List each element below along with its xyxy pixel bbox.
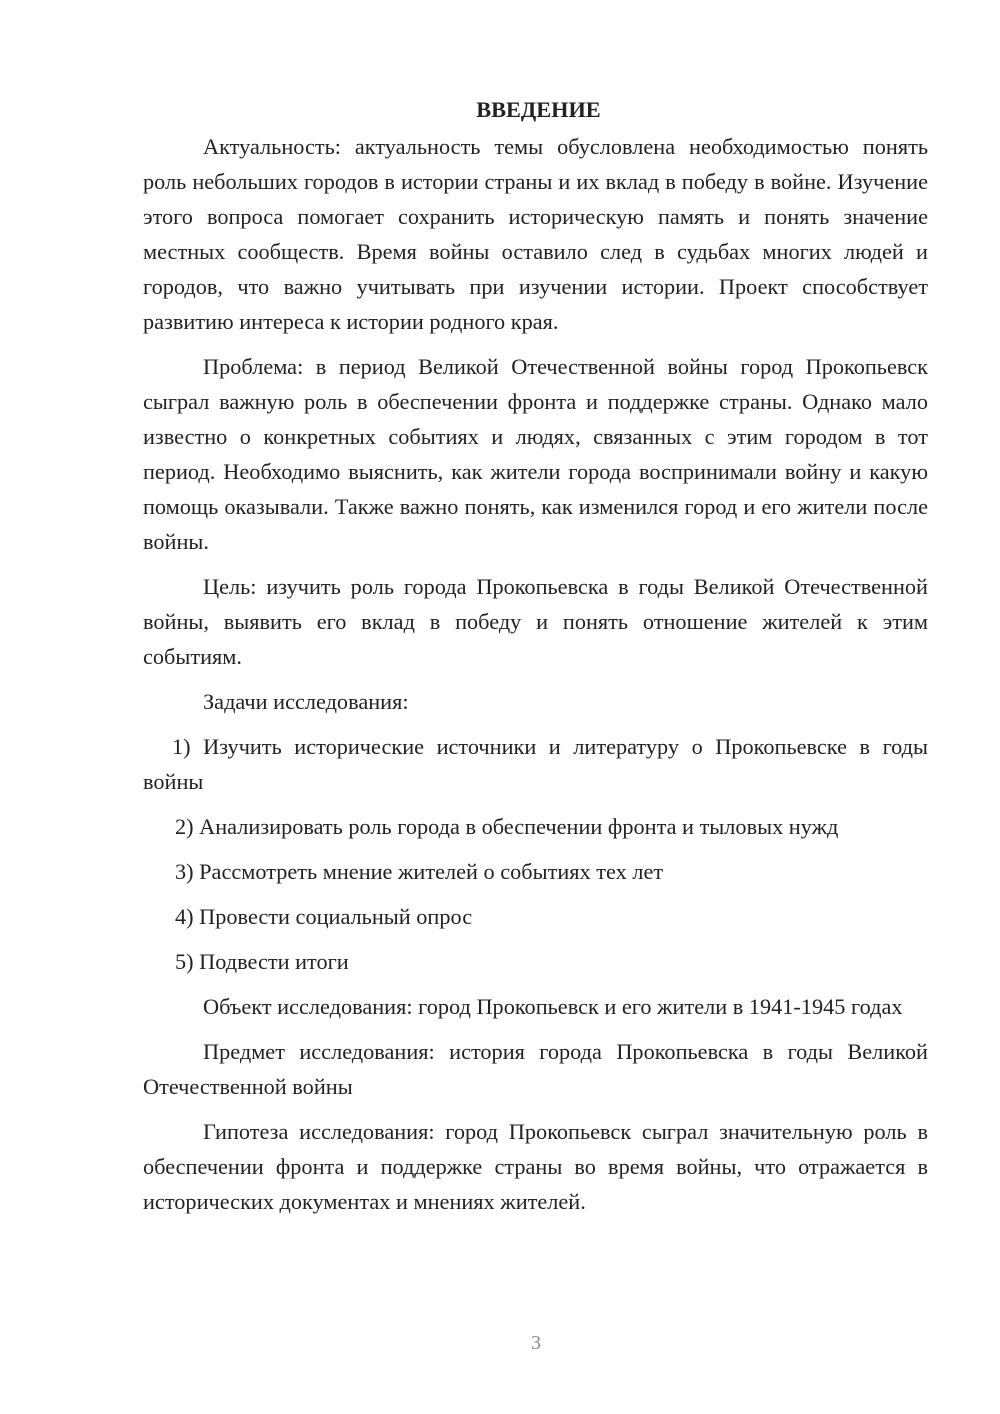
task-item: 5) Подвести итоги: [175, 949, 349, 974]
page-number: 3: [531, 1332, 541, 1354]
hypothesis-paragraph: Гипотеза исследования: город Прокопьевск сыграл значительную роль в обеспечении фронта и поддержке страны во время войны, что отражается в исторических документах и мнениях жителей.: [143, 1119, 928, 1214]
goal-paragraph: Цель: изучить роль города Прокопьевска в годы Великой Отечественной войны, выявить его вклад в победу и понять отношение жителей к этим событиям.: [143, 574, 928, 669]
task-item: 2) Анализировать роль города в обеспечении фронта и тыловых нужд: [175, 814, 839, 839]
task-item: 4) Провести социальный опрос: [175, 904, 473, 929]
problem-paragraph: Проблема: в период Великой Отечественной войны город Прокопьевск сыграл важную роль в обеспечении фронта и поддержке страны. Однако мало известно о конкретных событиях и людях, связанных с этим городом в тот период. Необходимо выяснить, как жители города воспринимали войну и какую помощь оказывали. Также важно понять, как изменился город и его жители после войны.: [143, 354, 928, 554]
subject-paragraph: Предмет исследования: история города Прокопьевска в годы Великой Отечественной войны: [143, 1039, 928, 1099]
task-item: 3) Рассмотреть мнение жителей о событиях тех лет: [175, 859, 664, 884]
section-title: ВВЕДЕНИЕ: [476, 97, 601, 122]
document-page: [143, 92, 928, 1219]
task-item: 1) Изучить исторические источники и литературу о Прокопьевске в годы войны: [143, 734, 928, 794]
object-paragraph: Объект исследования: город Прокопьевск и его жители в 1941-1945 годах: [203, 994, 903, 1019]
relevance-paragraph: Актуальность: актуальность темы обусловлена необходимостью понять роль небольших городов в истории страны и их вклад в победу в войне. Изучение этого вопроса помогает сохранить историческую память и понять значение местных сообществ. Время войны оставило след в судьбах многих людей и городов, что важно учитывать при изучении истории. Проект способствует развитию интереса к истории родного края.: [143, 134, 928, 334]
tasks-heading: Задачи исследования:: [203, 689, 409, 714]
